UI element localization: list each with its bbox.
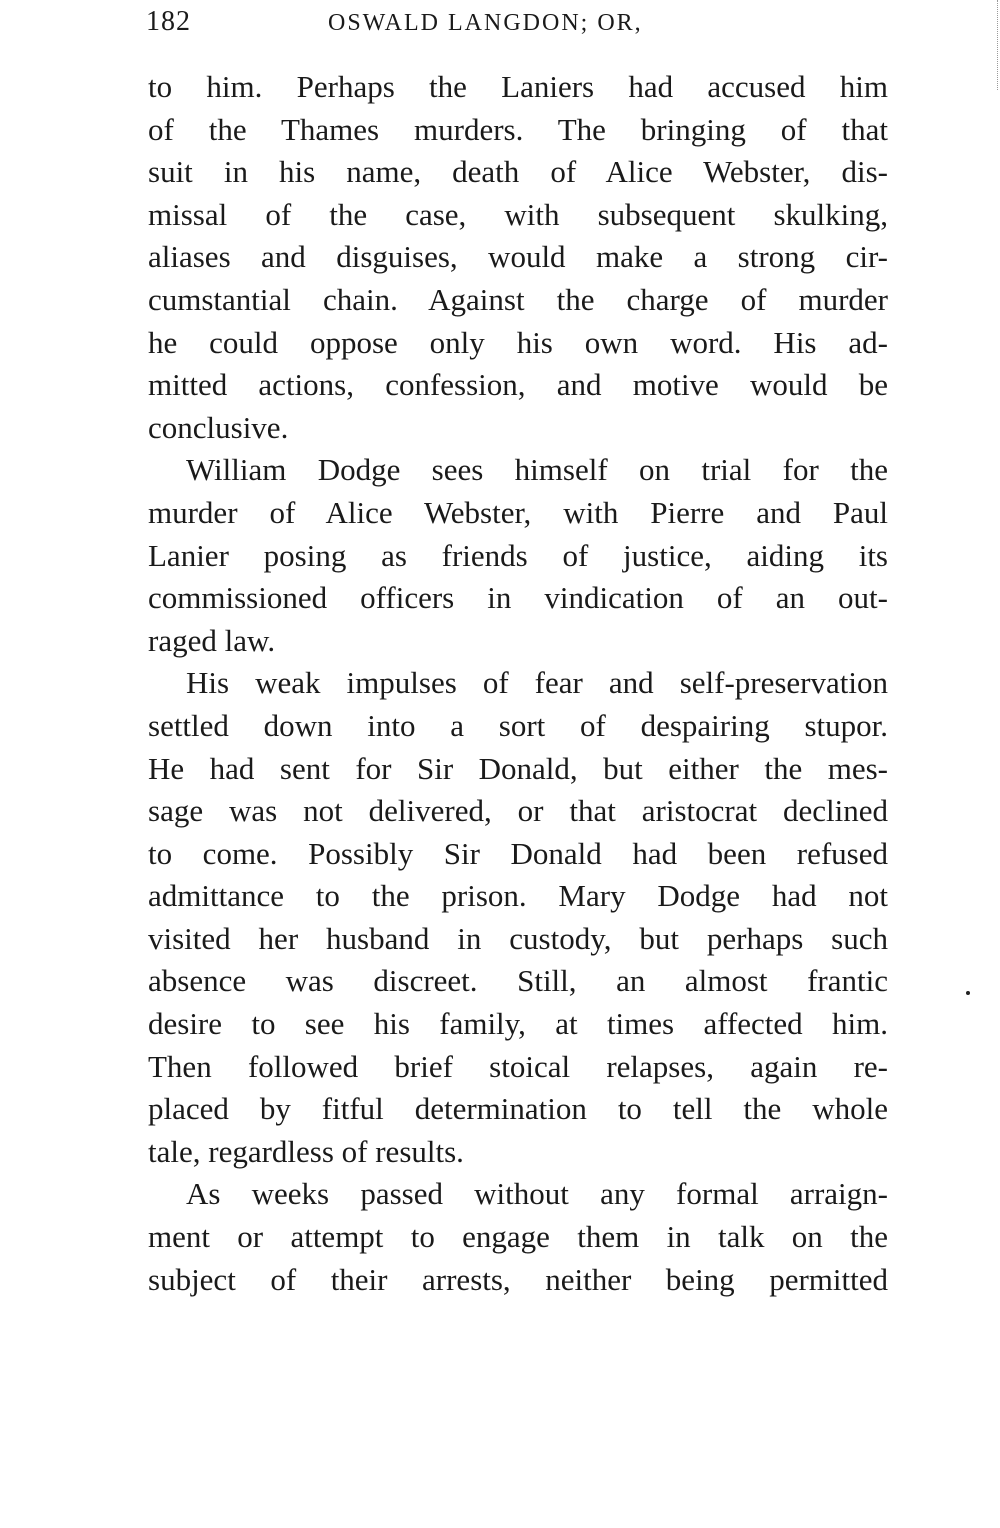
text-line: to him. Perhaps the Laniers had accused him [148, 69, 888, 104]
text-line: Lanier posing as friends of justice, aiding its [148, 537, 888, 573]
text-line: commissioned officers in vindication of an out- [148, 580, 888, 616]
text-line: visited her husband in custody, but perhaps such [148, 920, 888, 956]
text-line: conclusive. [148, 409, 289, 445]
running-title: OSWALD LANGDON; OR, [328, 10, 643, 36]
text-line: suit in his name, death of Alice Webster, dis- [148, 154, 888, 190]
text-line: he could oppose only his own word. His ad- [148, 324, 888, 360]
text-line: subject of their arrests, neither being permitted [148, 1261, 888, 1297]
text-line: murder of Alice Webster, with Pierre and Paul [148, 494, 888, 530]
text-line: William Dodge sees himself on trial for the [186, 452, 888, 488]
text-line: aliases and disguises, would make a strong cir- [148, 239, 888, 275]
text-line: mitted actions, confession, and motive would be [148, 367, 888, 403]
body-text [148, 66, 888, 1301]
ink-speck [966, 991, 970, 995]
text-line: placed by fitful determination to tell the whole [148, 1091, 888, 1127]
text-line: As weeks passed without any formal arraign- [186, 1176, 888, 1212]
page-edge-mark [996, 0, 998, 90]
page-number: 182 [146, 6, 191, 37]
text-line: tale, regardless of results. [148, 1133, 464, 1169]
text-line: of the Thames murders. The bringing of that [148, 111, 888, 147]
text-line: admittance to the prison. Mary Dodge had not [148, 878, 888, 914]
text-line: settled down into a sort of despairing stupor. [148, 707, 888, 743]
text-line: ment or attempt to engage them in talk on the [148, 1219, 888, 1255]
text-line: Then followed brief stoical relapses, again re- [148, 1048, 888, 1084]
running-head [146, 6, 706, 46]
text-line: missal of the case, with subsequent skulking, [148, 196, 888, 232]
text-line: He had sent for Sir Donald, but either the mes- [148, 750, 888, 786]
text-line: to come. Possibly Sir Donald had been refused [148, 835, 888, 871]
text-line: cumstantial chain. Against the charge of murder [148, 281, 888, 317]
text-line: raged law. [148, 622, 276, 658]
text-line: His weak impulses of fear and self-preservation [186, 665, 888, 701]
text-line: absence was discreet. Still, an almost frantic [148, 963, 888, 999]
text-line: desire to see his family, at times affected him. [148, 1006, 888, 1042]
text-line: sage was not delivered, or that aristocrat declined [148, 793, 888, 829]
